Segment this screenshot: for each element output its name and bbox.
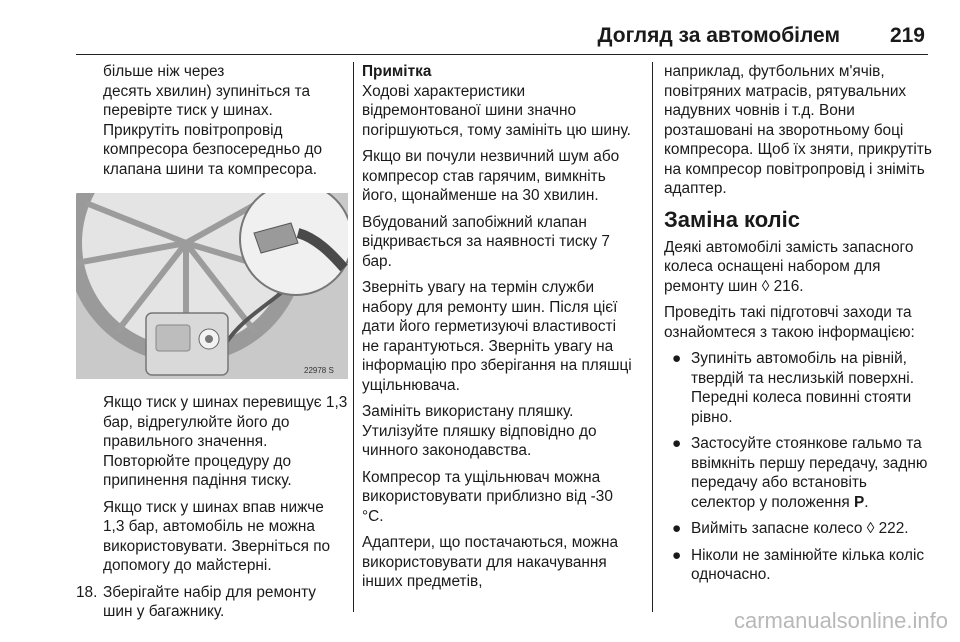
paragraph: Зверніть увагу на термін служби набору для ремонту шин. Після цієї дати його герметизуючі властивості не гарантуються. Зверніть увагу на інформацію про зберігання на пляшці ущільнювача. — [362, 279, 632, 394]
bullet-icon: ● — [672, 350, 682, 367]
header-rule — [76, 54, 928, 55]
column-2 — [362, 62, 634, 599]
gear-position-label: P — [854, 493, 865, 511]
pressure-high-paragraph — [76, 393, 348, 576]
section-heading: Заміна коліс — [664, 206, 800, 232]
list-item — [664, 349, 932, 427]
list-item-text: Ніколи не замінюйте кілька коліс одночасно. — [691, 546, 925, 583]
text-line: десять хвилин) зупиніться та — [103, 82, 311, 100]
punctuation: . — [864, 493, 869, 511]
continued-text — [76, 62, 348, 179]
page-number: 219 — [889, 24, 925, 47]
paragraph: Проведіть такі підготовчі заходи та ознайомтеся з такою інформацією: — [664, 304, 915, 341]
page-ref[interactable]: 222. — [878, 520, 909, 537]
paragraph: Якщо тиск у шинах впав нижче 1,3 бар, автомобіль не можна використовувати. Зверніться по допомогу до майстерні. — [103, 498, 331, 574]
paragraph: Замініть використану пляшку. Утилізуйте пляшку відповідно до чинного законодавства. — [362, 403, 597, 459]
column-1 — [76, 62, 348, 622]
list-item-body: Вийміть запасне колесо — [691, 520, 863, 537]
paragraph-text: Деякі автомобілі замість запасного колеса оснащені набором для ремонту шин — [664, 238, 914, 295]
list-item-text: Зупиніть автомобіль на рівній, твердій та неслизькій поверхні. Передні колеса повинні стояти рівно. — [691, 350, 914, 426]
text-line: Прикрутіть повітропровід — [103, 121, 283, 139]
step-text: Зберігайте набір для ремонту шин у багажнику. — [103, 583, 316, 620]
paragraph: Компресор та ущільнювач можна використовувати приблизно від -30 °C. — [362, 468, 613, 525]
text-line: клапана шини та компресора. — [103, 160, 318, 178]
column-divider-2 — [652, 62, 653, 612]
page-ref-icon: ◊ — [761, 277, 770, 295]
list-item — [664, 519, 932, 539]
paragraph: Вбудований запобіжний клапан відкривається за наявності тиску 7 бар. — [362, 213, 610, 270]
column-divider-1 — [353, 62, 354, 612]
text-line: компресора безпосередньо до — [103, 141, 323, 158]
watermark: carmanualsonline.info — [733, 608, 948, 633]
step-number: 18. — [76, 583, 98, 601]
step-18 — [76, 583, 348, 622]
list-item-text — [691, 519, 909, 539]
section-title: Догляд за автомобілем — [597, 24, 840, 47]
bullet-icon: ● — [672, 435, 682, 452]
paragraph: Ходові характеристики відремонтованої шини значно погіршуються, тому замініть цю шину. — [362, 82, 631, 139]
column-3 — [664, 62, 932, 592]
note-title: Примітка — [362, 63, 432, 80]
list-item — [664, 546, 932, 585]
bullet-icon: ● — [672, 546, 682, 564]
page-ref[interactable]: 216. — [773, 277, 804, 295]
page-ref-icon: ◊ — [866, 520, 875, 537]
page-header — [0, 0, 960, 56]
paragraph: Адаптери, що постачаються, можна використовувати для накачування інших предметів, — [362, 534, 619, 590]
paragraph: наприклад, футбольних м'ячів, повітряних матрасів, рятувальних надувних човнів і т.д. Вони розташовані на зворотньому боці компресора. Щоб їх зняти, прикрутіть на компресор повітропровід і зніміть адаптер. — [664, 63, 932, 197]
compressor-wheel-image — [76, 193, 348, 379]
list-item — [664, 434, 932, 512]
paragraph: Якщо ви почули незвичний шум або компресор став гарячим, вимкніть його, щонайменше на 30 хвилин. — [362, 148, 620, 204]
figure-code: 22978 S — [304, 366, 334, 375]
bullet-icon: ● — [672, 520, 682, 537]
text-line: більше ніж через — [103, 63, 225, 80]
list-item-body: Застосуйте стоянкове гальмо та ввімкніть першу передачу, задню передачу або встановіть селектор у положення — [691, 435, 928, 511]
list-item-text — [691, 434, 932, 512]
paragraph — [664, 238, 932, 297]
text-line: перевірте тиск у шинах. — [103, 102, 273, 119]
compressor-illustration — [76, 193, 348, 379]
paragraph: Якщо тиск у шинах перевищує 1,3 бар, відрегулюйте його до правильного значення. Повторюйте процедуру до припинення падіння тиску. — [103, 394, 348, 489]
